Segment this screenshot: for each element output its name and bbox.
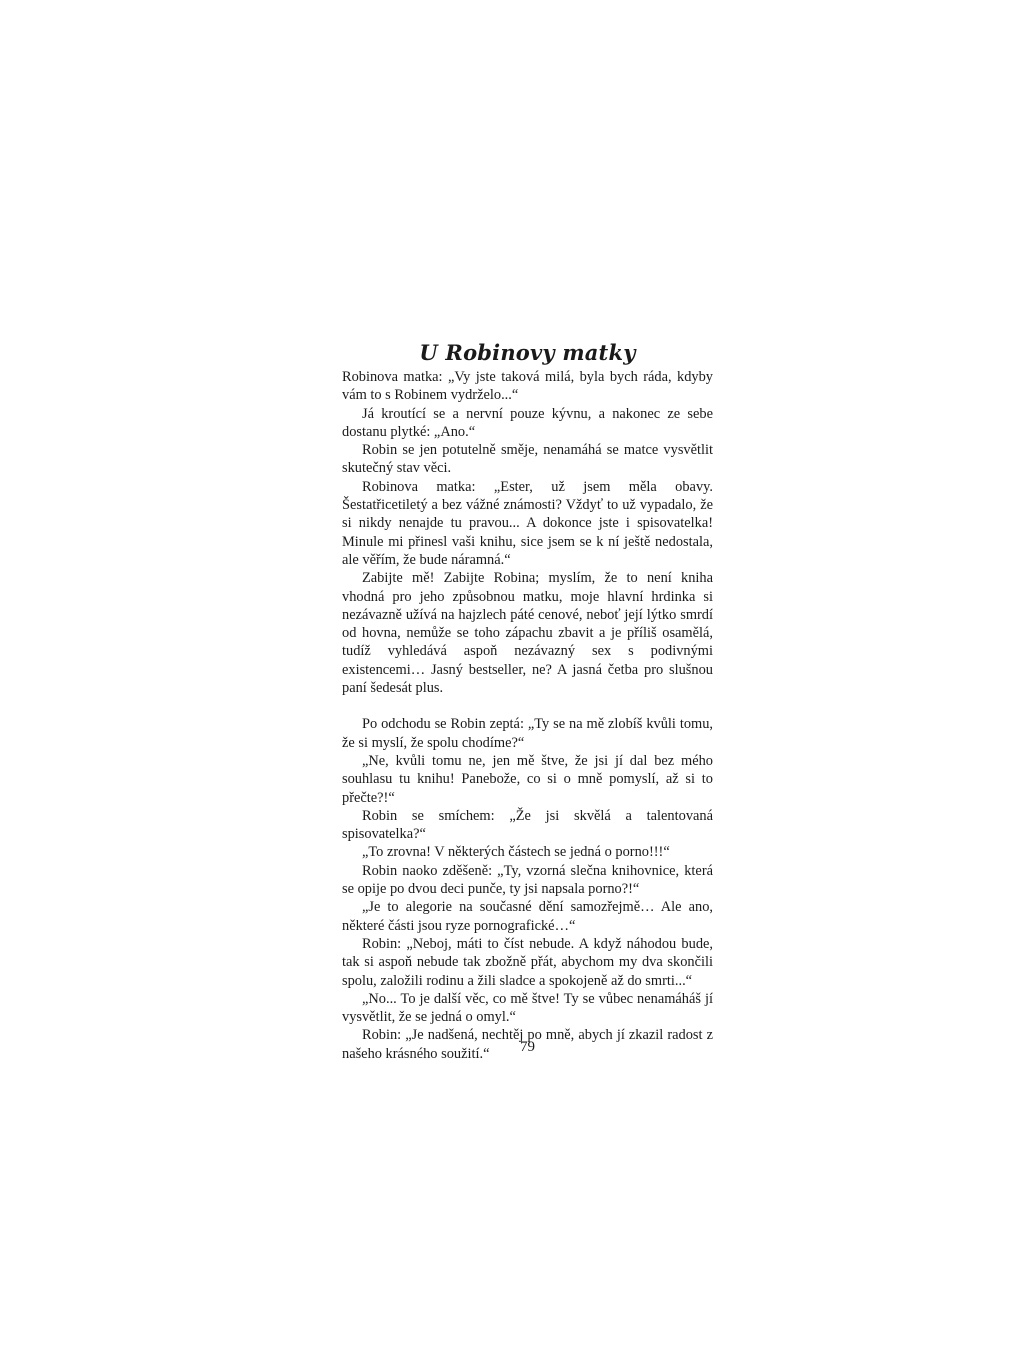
- paragraph: Zabijte mě! Zabijte Robina; myslím, že to není kniha vhodná pro jeho způsobnou matku, moje hlavní hrdinka si nezávazně užívá na hajzlech páté cenové, neboť její lýtko smrdí od hovna, nemůže se toho zápachu zbavit a je příliš osamělá, tudíž vyhledává aspoň nezávazný sex s podivnými existencemi… Jasný bestseller, ne? A jasná četba pro slušnou paní šedesát plus.: [342, 570, 713, 697]
- paragraph: Po odchodu se Robin zeptá: „Ty se na mě zlobíš kvůli tomu, že si myslí, že spolu chodíme?“: [342, 716, 713, 751]
- paragraph: „To zrovna! V některých částech se jedná o porno!!!“: [362, 844, 670, 861]
- paragraph: Robinova matka: „Ester, už jsem měla obavy. Šestatřicetiletý a bez vážné známosti? Vždyť to už vypadalo, že si nikdy nenajde tu pravou... A dokonce jste i spisovatelka! Minule mi přinesl vaši knihu, sice jsem se k ní ještě nedostala, ale věřím, že bude náramná.“: [342, 478, 713, 568]
- paragraph: Robin: „Neboj, máti to číst nebude. A když náhodou bude, tak si aspoň nebude tak zbožně přát, abychom my dva skončili spolu, založili rodinu a žili sladce a spokojeně až do smrti...“: [342, 935, 713, 989]
- paragraph: Já kroutící se a nervní pouze kývnu, a nakonec ze sebe dostanu plytké: „Ano.“: [342, 405, 713, 440]
- page-text-block: [342, 338, 713, 1063]
- page-number: 79: [520, 1039, 535, 1055]
- paragraph: Robin se jen potutelně směje, nenamáhá se matce vysvětlit skutečný stav věci.: [342, 442, 713, 477]
- paragraph: Robin naoko zděšeně: „Ty, vzorná slečna knihovnice, která se opije po dvou deci punče, ty jsi napsala porno?!“: [342, 862, 713, 898]
- paragraph: Robin se smíchem: „Že jsi skvělá a talentovaná spisovatelka?“: [342, 807, 713, 843]
- paragraph: Robin: „Je nadšená, nechtěj po mně, abych jí zkazil radost z našeho krásného soužití.“: [342, 1027, 713, 1062]
- chapter-title: U Robinovy matky: [419, 340, 636, 365]
- section-break: [342, 697, 713, 715]
- paragraph: „Je to alegorie na současné dění samozřejmě… Ale ano, některé části jsou ryze pornografické…“: [342, 899, 713, 934]
- paragraph: „No... To je další věc, co mě štve! Ty se vůbec nenamáháš jí vysvětlit, že se jedná o omyl.“: [342, 990, 713, 1026]
- paragraph: Robinova matka: „Vy jste taková milá, byla bych ráda, kdyby vám to s Robinem vydrželo...“: [342, 369, 713, 404]
- paragraph: „Ne, kvůli tomu ne, jen mě štve, že jsi jí dal bez mého souhlasu tu knihu! Panebože, co si o mně pomyslí, až si to přečte?!“: [342, 752, 713, 806]
